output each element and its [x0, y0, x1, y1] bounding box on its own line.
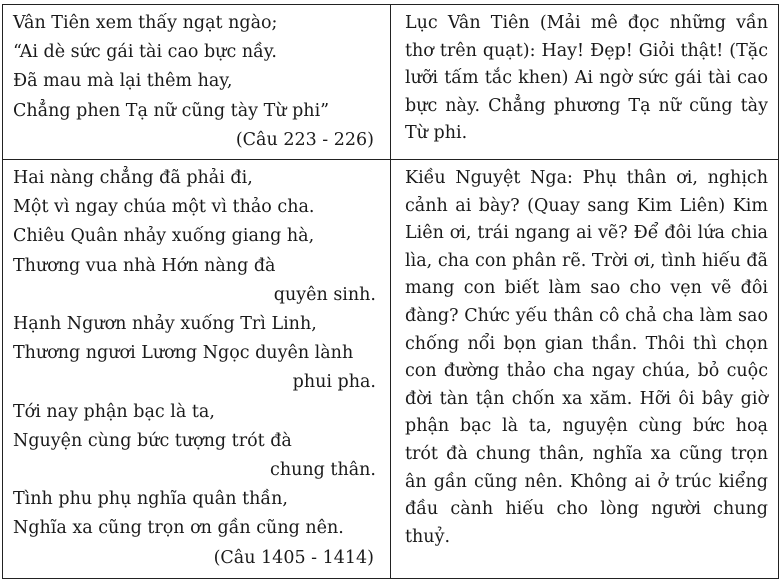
prose-cell: [391, 160, 779, 579]
verse-line: Hai nàng chẳng đã phải đi,: [13, 168, 253, 189]
verse-line-continuation: chung thân.: [270, 460, 376, 481]
verse-line: Vân Tiên xem thấy ngạt ngào;: [13, 13, 278, 33]
verse-line: Tình phu phụ nghĩa quân thần,: [13, 489, 288, 510]
verse-cell: [3, 5, 391, 160]
prose-text: Lục Vân Tiên (Mải mê đọc những vần thơ trên quạt): Hay! Đẹp! Giỏi thật! (Tặc lưỡi tấm tắc khen) Ai ngờ sức gái tài cao bực này. Chẳng phương Tạ nữ cũng tày Từ phi.: [405, 13, 768, 144]
comparison-table: [2, 4, 779, 579]
verse-citation: (Câu 223 - 226): [235, 129, 374, 150]
verse-line: Chẳng phen Tạ nữ cũng tày Từ phi”: [13, 100, 330, 121]
verse-citation: (Câu 1405 - 1414): [213, 547, 374, 568]
verse-line: Đã mau mà lại thêm hay,: [13, 71, 233, 92]
prose-text: Kiều Nguyệt Nga: Phụ thân ơi, nghịch cảnh ai bày? (Quay sang Kim Liên) Kim Liên ơi, trái ngang ai vẽ? Để đôi lứa chia lìa, cha con phân rẽ. Trời ơi, tình hiếu đã mang con biết làm sao cho vẹn vẽ đôi đàng? Chức yếu thân cô chả cha làm sao chống nổi bọn gian thần. Thôi thì chọn con đường thảo cha ngay chúa, bỏ cuộc đời tàn tận chốn xa xăm. Hỡi ôi bây giờ phận bạc là ta, nguyện cùng bức hoạ trót đà chung thân, nghĩa xa cũng trọn ân gần cũng nên. Không ai ở trúc kiểng đầu cành hiếu cho lòng người chung thuỷ.: [405, 168, 768, 547]
verse-block: [3, 5, 390, 159]
verse-line: Hạnh Ngươn nhảy xuống Trì Linh,: [13, 314, 317, 335]
verse-block: [3, 160, 390, 577]
verse-line: Thương vua nhà Hớn nàng đà: [13, 255, 276, 276]
prose-cell: [391, 5, 779, 160]
verse-line: Một vì ngay chúa một vì thảo cha.: [13, 197, 315, 218]
table-row: [3, 5, 779, 160]
verse-cell: [3, 160, 391, 579]
table-row: [3, 160, 779, 579]
verse-line: Tới nay phận bạc là ta,: [13, 401, 215, 422]
prose-block: [391, 160, 778, 555]
verse-line: Nguyện cùng bức tượng trót đà: [13, 430, 292, 451]
verse-line-continuation: phui pha.: [292, 372, 376, 393]
verse-line: “Ai dè sức gái tài cao bực nầy.: [13, 42, 277, 63]
verse-line-continuation: quyên sinh.: [273, 284, 376, 305]
verse-line: Chiêu Quân nhảy xuống giang hà,: [13, 226, 315, 247]
verse-line: Nghĩa xa cũng trọn ơn gần cũng nên.: [13, 518, 344, 539]
verse-line: Thương ngươi Lương Ngọc duyên lành: [13, 343, 354, 364]
prose-block: [391, 5, 778, 152]
